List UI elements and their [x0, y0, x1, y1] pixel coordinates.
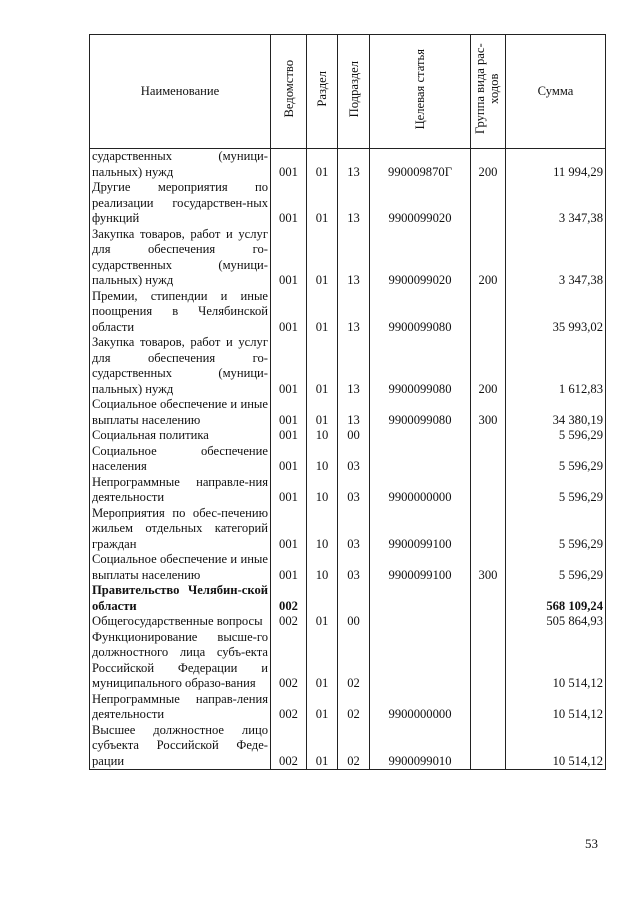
cell-summa: 10 514,12 [506, 630, 606, 692]
cell-celevaya-statya [370, 614, 471, 630]
cell-summa: 568 109,24 [506, 583, 606, 614]
cell-gruppa [471, 180, 506, 227]
cell-celevaya-statya [370, 630, 471, 692]
table-row [90, 692, 606, 723]
cell-podrazdel: 13 [338, 227, 370, 289]
cell-name: Общегосударственные вопросы [90, 614, 271, 630]
table-row [90, 428, 606, 444]
header-gruppa-vida-rashodov: Группа вида рас-ходов [471, 35, 506, 149]
cell-razdel: 01 [307, 227, 338, 289]
cell-vedomstvo: 002 [271, 614, 307, 630]
table-row [90, 227, 606, 289]
cell-vedomstvo: 001 [271, 289, 307, 336]
table-row [90, 614, 606, 630]
cell-summa: 10 514,12 [506, 723, 606, 770]
cell-podrazdel: 00 [338, 428, 370, 444]
table-row [90, 180, 606, 227]
cell-razdel: 10 [307, 428, 338, 444]
cell-name: Другие мероприятия по реализации государствен-ных функций [90, 180, 271, 227]
cell-podrazdel: 13 [338, 180, 370, 227]
table-row [90, 335, 606, 397]
cell-celevaya-statya: 9900099010 [370, 723, 471, 770]
cell-summa: 505 864,93 [506, 614, 606, 630]
cell-vedomstvo: 001 [271, 397, 307, 428]
cell-gruppa [471, 506, 506, 553]
table-row [90, 397, 606, 428]
cell-summa: 5 596,29 [506, 552, 606, 583]
cell-name: Непрограммные направ-ления деятельности [90, 692, 271, 723]
cell-razdel: 01 [307, 614, 338, 630]
cell-gruppa [471, 692, 506, 723]
cell-celevaya-statya: 9900099080 [370, 397, 471, 428]
cell-summa: 35 993,02 [506, 289, 606, 336]
cell-razdel: 01 [307, 335, 338, 397]
table-row [90, 475, 606, 506]
table-row [90, 723, 606, 770]
cell-gruppa: 200 [471, 227, 506, 289]
cell-celevaya-statya: 9900099020 [370, 180, 471, 227]
cell-name: Мероприятия по обес-печению жильем отдельных категорий граждан [90, 506, 271, 553]
cell-vedomstvo: 001 [271, 227, 307, 289]
cell-razdel: 01 [307, 723, 338, 770]
cell-gruppa [471, 723, 506, 770]
cell-podrazdel: 02 [338, 692, 370, 723]
cell-vedomstvo: 001 [271, 149, 307, 181]
header-razdel: Раздел [307, 35, 338, 149]
table-row [90, 444, 606, 475]
cell-celevaya-statya: 9900000000 [370, 475, 471, 506]
cell-vedomstvo: 001 [271, 444, 307, 475]
cell-vedomstvo: 001 [271, 506, 307, 553]
header-summa: Сумма [506, 35, 606, 149]
cell-podrazdel: 03 [338, 552, 370, 583]
table-row [90, 289, 606, 336]
cell-summa: 5 596,29 [506, 475, 606, 506]
header-vedomstvo: Ведомство [271, 35, 307, 149]
cell-name: Социальное обеспечение и иные выплаты населению [90, 552, 271, 583]
cell-name: Социальная политика [90, 428, 271, 444]
header-celevaya-statya: Целевая статья [370, 35, 471, 149]
cell-summa: 10 514,12 [506, 692, 606, 723]
cell-name: Непрограммные направле-ния деятельности [90, 475, 271, 506]
cell-gruppa [471, 289, 506, 336]
cell-podrazdel: 13 [338, 397, 370, 428]
cell-summa: 5 596,29 [506, 506, 606, 553]
cell-celevaya-statya: 9900099080 [370, 289, 471, 336]
cell-celevaya-statya [370, 583, 471, 614]
cell-razdel: 10 [307, 506, 338, 553]
cell-vedomstvo: 002 [271, 692, 307, 723]
cell-podrazdel: 13 [338, 149, 370, 181]
cell-gruppa [471, 614, 506, 630]
table-row [90, 552, 606, 583]
page-number: 53 [585, 836, 598, 851]
cell-podrazdel: 03 [338, 444, 370, 475]
cell-name: Закупка товаров, работ и услуг для обеспечения го-сударственных (муници-пальных) нужд [90, 335, 271, 397]
cell-vedomstvo: 002 [271, 723, 307, 770]
cell-vedomstvo: 001 [271, 428, 307, 444]
cell-podrazdel: 03 [338, 475, 370, 506]
cell-celevaya-statya: 9900099100 [370, 506, 471, 553]
cell-summa: 11 994,29 [506, 149, 606, 181]
header-podrazdel: Подраздел [338, 35, 370, 149]
header-name: Наименование [90, 35, 271, 149]
cell-celevaya-statya [370, 444, 471, 475]
cell-name: Премии, стипендии и иные поощрения в Челябинской области [90, 289, 271, 336]
cell-celevaya-statya [370, 428, 471, 444]
cell-razdel: 10 [307, 444, 338, 475]
cell-name: Закупка товаров, работ и услуг для обеспечения го-сударственных (муници-пальных) нужд [90, 227, 271, 289]
cell-summa: 5 596,29 [506, 444, 606, 475]
cell-gruppa [471, 475, 506, 506]
table-row [90, 149, 606, 181]
cell-razdel: 01 [307, 180, 338, 227]
cell-podrazdel: 03 [338, 506, 370, 553]
cell-name: Функционирование высше-го должностного лица субъ-екта Российской Федерации и муниципального образо-вания [90, 630, 271, 692]
cell-razdel: 10 [307, 552, 338, 583]
cell-celevaya-statya: 9900000000 [370, 692, 471, 723]
cell-gruppa [471, 428, 506, 444]
table-row [90, 630, 606, 692]
cell-podrazdel: 02 [338, 630, 370, 692]
cell-name: Правительство Челябин-ской области [90, 583, 271, 614]
table-row [90, 583, 606, 614]
cell-podrazdel [338, 583, 370, 614]
cell-celevaya-statya: 9900099100 [370, 552, 471, 583]
cell-gruppa: 300 [471, 397, 506, 428]
cell-razdel: 01 [307, 397, 338, 428]
cell-gruppa [471, 583, 506, 614]
table-body [90, 149, 606, 770]
cell-vedomstvo: 001 [271, 335, 307, 397]
cell-celevaya-statya: 9900099080 [370, 335, 471, 397]
cell-summa: 34 380,19 [506, 397, 606, 428]
cell-celevaya-statya: 9900099020 [370, 227, 471, 289]
budget-table [89, 34, 606, 770]
table-row [90, 506, 606, 553]
cell-summa: 3 347,38 [506, 227, 606, 289]
table-header-row [90, 35, 606, 149]
cell-podrazdel: 02 [338, 723, 370, 770]
cell-podrazdel: 00 [338, 614, 370, 630]
cell-vedomstvo: 001 [271, 180, 307, 227]
cell-vedomstvo: 002 [271, 630, 307, 692]
cell-summa: 5 596,29 [506, 428, 606, 444]
cell-name: Социальное обеспечение и иные выплаты населению [90, 397, 271, 428]
cell-gruppa: 200 [471, 149, 506, 181]
cell-summa: 1 612,83 [506, 335, 606, 397]
cell-razdel: 01 [307, 692, 338, 723]
cell-gruppa [471, 630, 506, 692]
cell-name: сударственных (муници-пальных) нужд [90, 149, 271, 181]
cell-celevaya-statya: 990009870Г [370, 149, 471, 181]
cell-name: Социальное обеспечение населения [90, 444, 271, 475]
cell-name: Высшее должностное лицо субъекта Российской Феде-рации [90, 723, 271, 770]
cell-gruppa: 300 [471, 552, 506, 583]
cell-razdel: 01 [307, 630, 338, 692]
cell-podrazdel: 13 [338, 289, 370, 336]
cell-razdel: 10 [307, 475, 338, 506]
cell-razdel: 01 [307, 289, 338, 336]
cell-gruppa: 200 [471, 335, 506, 397]
cell-vedomstvo: 001 [271, 475, 307, 506]
cell-vedomstvo: 001 [271, 552, 307, 583]
cell-summa: 3 347,38 [506, 180, 606, 227]
cell-razdel [307, 583, 338, 614]
cell-podrazdel: 13 [338, 335, 370, 397]
cell-razdel: 01 [307, 149, 338, 181]
cell-gruppa [471, 444, 506, 475]
cell-vedomstvo: 002 [271, 583, 307, 614]
